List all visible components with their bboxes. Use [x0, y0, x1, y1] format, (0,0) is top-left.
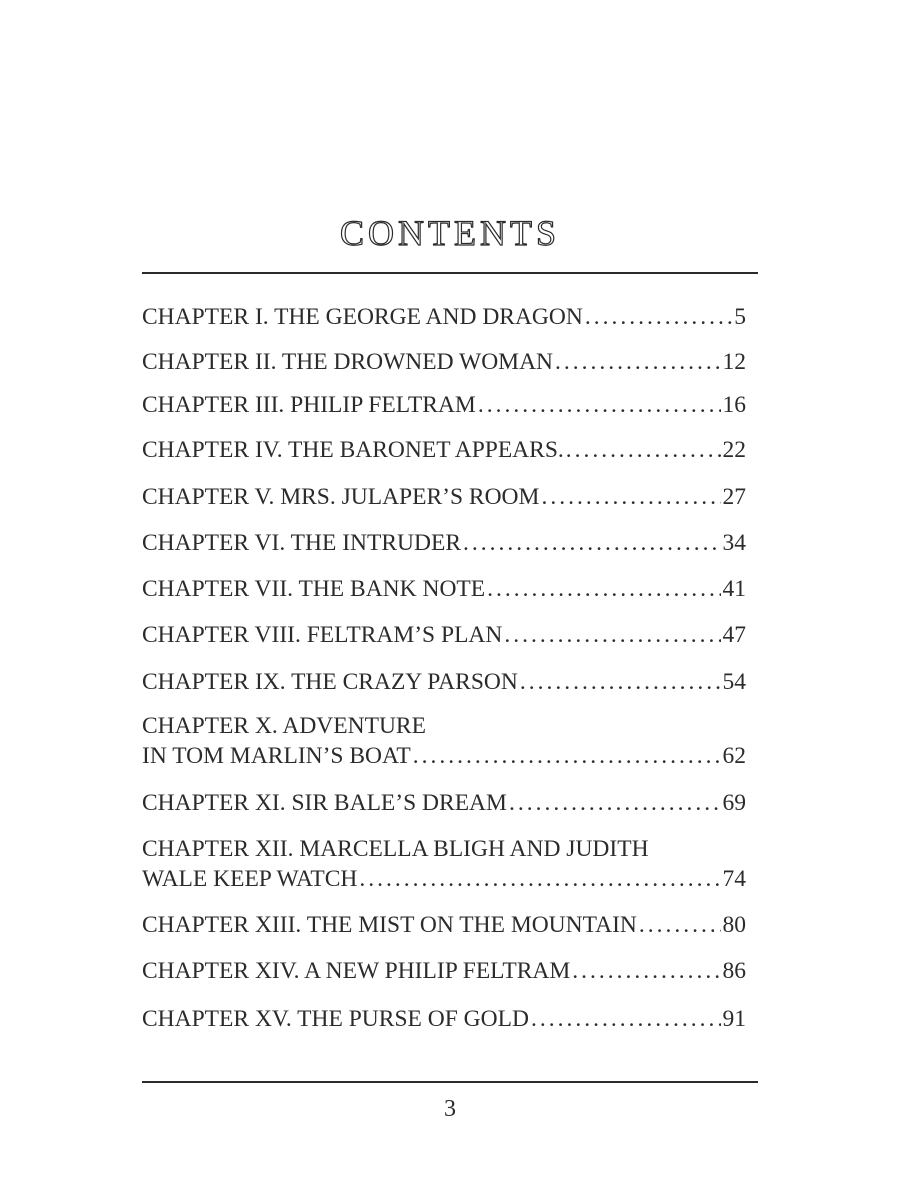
bottom-rule: [142, 1081, 758, 1083]
toc-entry-page: 41: [722, 576, 746, 602]
toc-entry[interactable]: [142, 574, 746, 604]
toc-entry-page: 80: [722, 912, 746, 938]
toc-entry[interactable]: [142, 347, 746, 377]
toc-entry-page: 74: [722, 866, 746, 892]
toc-entry[interactable]: [142, 956, 746, 986]
leader-dots: [359, 864, 720, 894]
leader-dots: [463, 528, 721, 558]
toc-entry[interactable]: [142, 620, 746, 650]
toc-entry-label: CHAPTER VII. THE BANK NOTE: [142, 576, 486, 602]
leader-dots: [504, 620, 720, 650]
toc-entry-label: CHAPTER IX. THE CRAZY PARSON: [142, 669, 518, 695]
toc-entry-page: 62: [722, 743, 746, 769]
toc-entry[interactable]: [142, 788, 746, 818]
leader-dots: [531, 1004, 721, 1034]
toc-entry-label: CHAPTER XIII. THE MIST ON THE MOUNTAIN: [142, 912, 637, 938]
toc-entry[interactable]: [142, 711, 746, 771]
toc-entry-page: 69: [722, 790, 746, 816]
page-title: CONTENTS: [340, 213, 560, 253]
toc-entry-label: CHAPTER IV. THE BARONET APPEARS.: [142, 437, 564, 463]
leader-dots: [520, 667, 721, 697]
leader-dots: [639, 910, 721, 940]
toc-entry-page: 27: [722, 484, 746, 510]
toc-entry-label: CHAPTER XIV. A NEW PHILIP FELTRAM: [142, 958, 571, 984]
leader-dots: [413, 741, 721, 771]
toc-entry[interactable]: [142, 390, 746, 420]
top-rule: [142, 272, 758, 274]
leader-dots: [566, 435, 721, 465]
toc-entry[interactable]: [142, 834, 746, 894]
toc-entry[interactable]: [142, 667, 746, 697]
toc-entry-label: CHAPTER I. THE GEORGE AND DRAGON: [142, 304, 583, 330]
toc-entry-label: CHAPTER III. PHILIP FELTRAM: [142, 392, 476, 418]
toc-entry-page: 47: [722, 622, 746, 648]
toc-entry-label: CHAPTER VI. THE INTRUDER: [142, 530, 461, 556]
toc-entry-page: 12: [722, 349, 746, 375]
leader-dots: [541, 482, 720, 512]
page-number: 3: [444, 1096, 456, 1122]
toc-entry-label: CHAPTER XV. THE PURSE OF GOLD: [142, 1006, 529, 1032]
toc-entry-label-line1: CHAPTER XII. MARCELLA BLIGH AND JUDITH: [142, 836, 649, 862]
leader-dots: [509, 788, 721, 818]
toc-entry-page: 16: [722, 392, 746, 418]
toc-entry-page: 91: [722, 1006, 746, 1032]
toc-entry-page: 86: [722, 958, 746, 984]
toc-entry[interactable]: [142, 528, 746, 558]
toc-entry[interactable]: [142, 302, 746, 332]
toc-entry-label-line1: CHAPTER X. ADVENTURE: [142, 713, 426, 739]
toc-entry[interactable]: [142, 482, 746, 512]
toc-entry-label: CHAPTER II. THE DROWNED WOMAN: [142, 349, 554, 375]
toc-entry-label: CHAPTER XI. SIR BALE’S DREAM: [142, 790, 507, 816]
leader-dots: [487, 574, 720, 604]
toc-entry-page: 22: [722, 437, 746, 463]
toc-entry[interactable]: [142, 435, 746, 465]
toc-entry[interactable]: [142, 1004, 746, 1034]
toc-entry-page: 34: [722, 530, 746, 556]
toc-entry-label: CHAPTER VIII. FELTRAM’S PLAN: [142, 622, 503, 648]
toc-entry-label: WALE KEEP WATCH: [142, 866, 358, 892]
toc-entry-page: 5: [734, 304, 746, 330]
toc-entry-label: IN TOM MARLIN’S BOAT: [142, 743, 411, 769]
toc-entry-page: 54: [722, 669, 746, 695]
toc-entry[interactable]: [142, 910, 746, 940]
toc-entry-label: CHAPTER V. MRS. JULAPER’S ROOM: [142, 484, 540, 510]
leader-dots: [572, 956, 720, 986]
leader-dots: [478, 390, 721, 420]
leader-dots: [585, 302, 732, 332]
leader-dots: [555, 347, 720, 377]
